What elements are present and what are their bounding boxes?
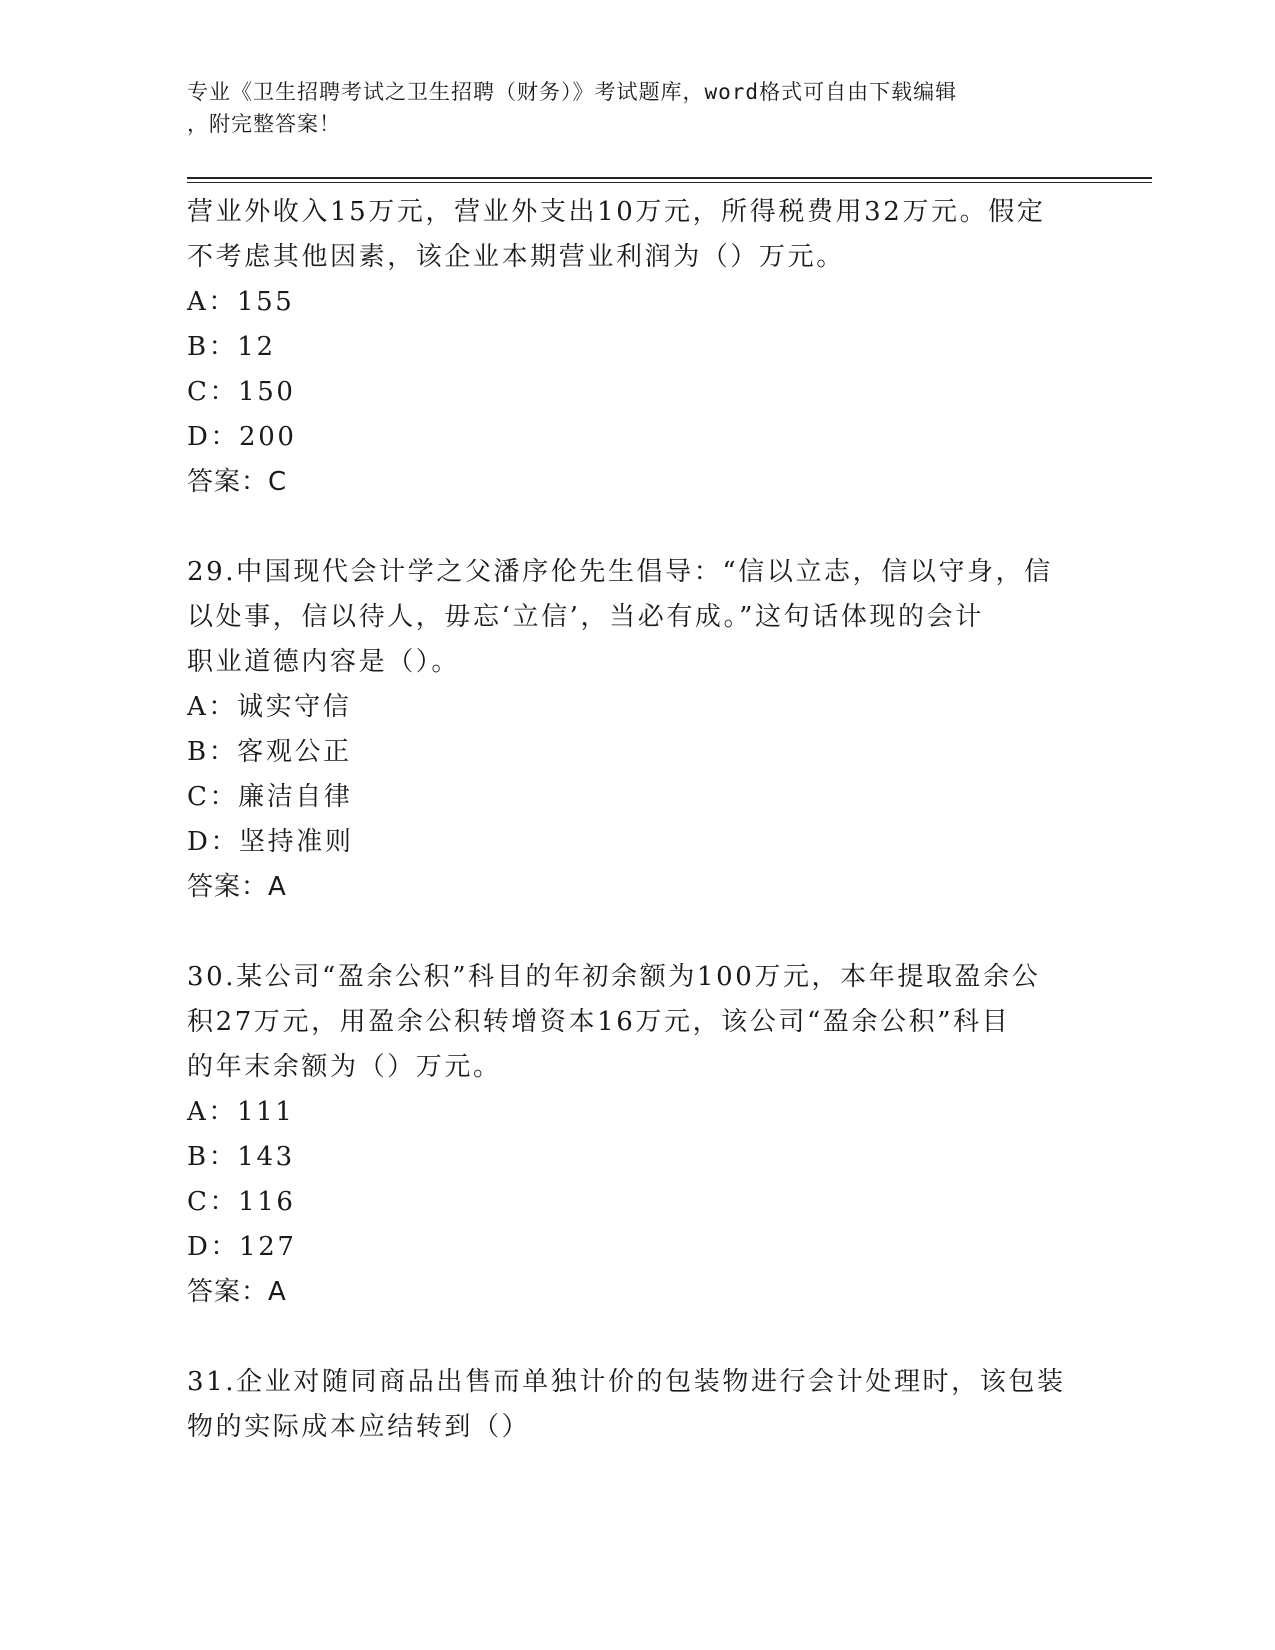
option-c: C：廉洁自律 — [187, 782, 353, 812]
question-text-line: 营业外收入15万元，营业外支出10万元，所得税费用32万元。假定 — [187, 197, 1046, 227]
question-text-line: 31.企业对随同商品出售而单独计价的包装物进行会计处理时，该包装 — [187, 1367, 1066, 1397]
question-text-line: 以处事，信以待人，毋忘‘立信’，当必有成。”这句话体现的会计 — [187, 602, 984, 632]
answer-line: 答案：C — [187, 467, 288, 497]
question-block — [187, 1360, 1087, 1450]
question-text-line: 的年末余额为（）万元。 — [187, 1052, 502, 1082]
option-d: D：坚持准则 — [187, 827, 354, 857]
question-text-line: 积27万元，用盈余公积转增资本16万元，该公司“盈余公积”科目 — [187, 1007, 1011, 1037]
header-line-1: 专业《卫生招聘考试之卫生招聘（财务）》考试题库，word格式可自由下载编辑 — [187, 80, 958, 104]
answer-line: 答案：A — [187, 1277, 287, 1307]
option-a: A：诚实守信 — [187, 692, 352, 722]
option-d: D：127 — [187, 1232, 297, 1262]
header-divider — [187, 177, 1152, 183]
option-a: A：111 — [187, 1097, 295, 1127]
option-a: A：155 — [187, 287, 295, 317]
question-block — [187, 190, 1087, 505]
header-line-2: ，附完整答案！ — [187, 112, 341, 136]
question-text-line: 30.某公司“盈余公积”科目的年初余额为100万元，本年提取盈余公 — [187, 962, 1041, 992]
option-b: B：客观公正 — [187, 737, 352, 767]
question-text-line: 物的实际成本应结转到（） — [187, 1412, 531, 1442]
question-text-line: 职业道德内容是（）。 — [187, 647, 461, 677]
question-text-line: 29.中国现代会计学之父潘序伦先生倡导：“信以立志，信以守身，信 — [187, 557, 1053, 587]
document-header — [187, 76, 1067, 140]
question-block — [187, 550, 1087, 910]
question-block — [187, 955, 1087, 1315]
question-list — [187, 190, 1087, 1450]
answer-line: 答案：A — [187, 872, 287, 902]
question-text-line: 不考虑其他因素，该企业本期营业利润为（）万元。 — [187, 242, 845, 272]
option-b: B：143 — [187, 1142, 295, 1172]
option-c: C：116 — [187, 1187, 296, 1217]
option-d: D：200 — [187, 422, 297, 452]
option-b: B：12 — [187, 332, 276, 362]
option-c: C：150 — [187, 377, 296, 407]
